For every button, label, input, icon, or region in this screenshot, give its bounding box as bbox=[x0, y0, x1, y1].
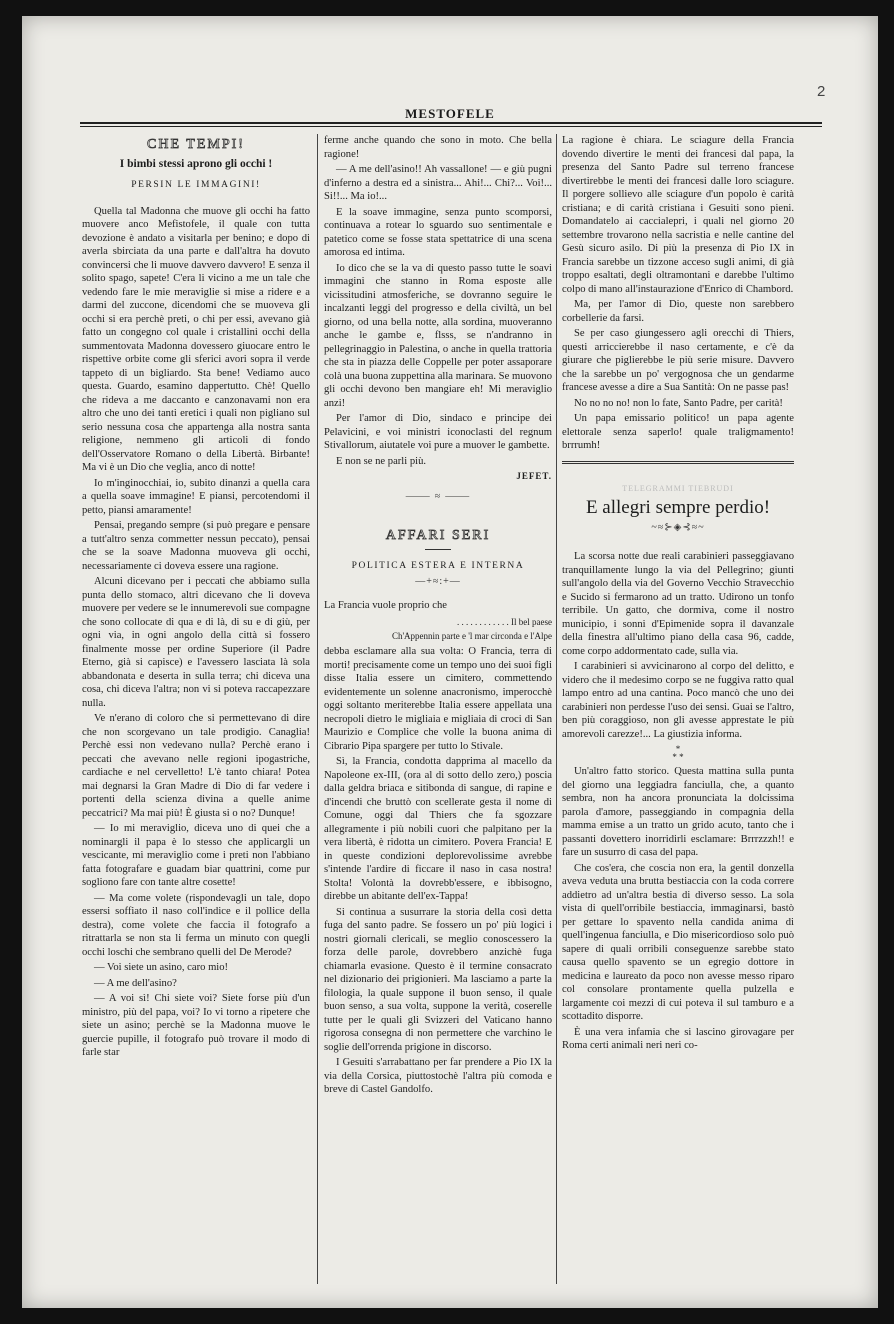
paragraph: Quella tal Madonna che muove gli occhi ha fatto muovere anco Mefistofele, il quale con tutta devozione è andato a visitarla per benino; e dopo di averla sbirciata da una parte e dall'altra ha dovuto convincersi che li muove davvero davvero! E senza il solito spago, sapete! C'era li vicino a me un tale che vedendo fare le mie meraviglie si mise a ridere e a darmi del zuccone, dicendomi che se muoveva gli occhi si era perchè preti, o chi per essi, avevano già fatto un congegno col quale i cristallini occhi della summentovata Madonna dovessero giuocare entro le rispettive orbite come gli sferici avori sopra il verde tappeto di un bigliardo. Sta bene! Vediamo auco questa. Guardo, esamino dappertutto. Chè! Quello che rideva a me daccanto e canzonavami non era altro che uno dei tanti eretici i quali non pigliano sul serio nessuna cosa che appartenga alla nostra santa religione, nemmeno gli articoli di fondo dell'Osservatore Romano o della Libertà. Birbante! Ma vi è un Dio che veglia, anco di notte! bbox=[82, 205, 310, 473]
paragraph: Si continua a susurrare la storia della così detta fuga del santo padre. Se fossero un po' più logici i nostri giornali clericali, se meglio conoscessero la forza delle parole, dovrebbero anzichè fuga chiamarla evasione. Questo è il termine consacrato nel dizionario dei prigionieri. Ma lasciamo a parte la filologia, la quale suppone il buon senso, il quale buon senso, a sua volta, suppone la verità, coserelle tutte per le quali gli Svizzeri del Vaticano hanno rigorosa consegna di non permettere che varchino le soglie dell'orrenda prigione in discorso. bbox=[324, 906, 552, 1053]
double-rule bbox=[562, 461, 794, 464]
paragraph: Per l'amor di Dio, sindaco e principe dei Pelavicini, e voi ministri iconoclasti del regnum Stivallorum, aiutatele voi pure a muover le gambette. bbox=[324, 413, 552, 451]
title-ornament: ~≈⊱◈⊰≈~ bbox=[651, 521, 705, 533]
article-kicker: PERSIN LE IMMAGINI! bbox=[131, 180, 261, 190]
column-divider bbox=[317, 134, 318, 1284]
paragraph: Un'altro fatto storico. Questa mattina sulla punta del giorno una leggiadra fanciulla, che, a quanto sembra, non ha ancora pronunciata la dolcissima parola d'amore, passeggiando in compagnia della mamma emise a un tratto un grido acuto, tanto che i passanti dovettero inorridirli esclamare: Brrrzzzh!! e fare un susurro di casa del papa. bbox=[562, 766, 794, 858]
paragraph: Sì, la Francia, condotta dapprima al macello da Napoleone ex-III, (ora al di sotto dello zero,) poscia dalla geldra briaca e sitibonda di sangue, di rapine e d'incendi che bruttò con scellerate gesta il nome di Comune, oggi dal Thiers che fa sgozzare allegramente i più nobili cuori che palpitano per la vera libertà, è ridotta un cimitero. Povera Francia! E in queste condizioni deplorevolissime avrebbe s'intende l'ardire di ficcare il naso in casa nostra! Stolta! Volontà la dovrebb'essere, e ibbisogno, direbbe un abitante dell'ex-Tappa! bbox=[324, 756, 552, 902]
header-rule-thin bbox=[80, 126, 822, 127]
paragraph: È una vera infamia che si lascino girovagare per Roma certi animali neri neri co- bbox=[562, 1026, 794, 1051]
paragraph: Io dico che se la va di questo passo tutte le soavi immagini che stanno in Roma esposte alle vicissitudini atmosferiche, se dovranno seguire le incalzanti leggi del progresso e della civiltà, un bel giorno, od una bella notte, alla sordina, muoveranno anche le gambe e, flsss, se n'andranno in pellegrinaggio in Palestina, o anche in quella trattoria che sta in piazza delle Coppelle per poter assaporare colà una buona zuppettina alla marinara. Se muovono gli occhi devono ben mangiare eh! Mi meraviglio anzi! bbox=[324, 262, 552, 409]
signature: JEFET. bbox=[516, 471, 552, 481]
page-number: 2 bbox=[817, 83, 826, 100]
paragraph: I Gesuiti s'arrabattano per far prendere a Pio IX la via della Corsica, piuttostochè l'altra più comoda e breve di Castel Gandolfo. bbox=[324, 1057, 552, 1095]
paragraph: La scorsa notte due reali carabinieri passeggiavano tranquillamente lungo la via del Pellegrino; giunti sull'angolo della via del Governo Vecchio Stravecchio e Sucido si fermarono ad un tratto. Udirono un tonfo terribile. Un gatto, che dormiva, come il nostro municipio, i sonni d'Epimenide sopra il davanzale della finestra all'ultimo piano della casa 96, cadde, come corpo addormentato cade, sulla via. bbox=[562, 551, 794, 657]
paragraph: — A me dell'asino? bbox=[94, 977, 177, 989]
running-head: MESTOFELE bbox=[405, 106, 495, 121]
section-title: AFFARI SERI bbox=[385, 528, 491, 543]
section-subtitle: POLITICA ESTERA E INTERNA bbox=[351, 560, 525, 571]
paragraph: — A voi sì! Chi siete voi? Siete forse più d'un ministro, più del papa, voi? Io vi torno a ripetere che siete un asino; perchè se la Madonna muove le guercie pupille, il fotografo può trovare il modo di farle star bbox=[82, 993, 310, 1058]
article-subtitle: I bimbi stessi aprono gli occhi ! bbox=[119, 157, 273, 170]
paragraph: No no no no! non lo fate, Santo Padre, per carità! bbox=[574, 397, 783, 409]
verse-line: Ch'Appennin parte e 'l mar circonda e l'Alpe bbox=[391, 630, 552, 641]
column-2 bbox=[324, 134, 552, 1099]
paragraph: E non se ne parli più. bbox=[336, 455, 427, 467]
paragraph: E la soave immagine, senza punto scomporsi, continuava a rotear lo sguardo suo sentimentale e patetico come se fosse stata spettatrice di una scena amorosa ed intima. bbox=[324, 206, 552, 258]
short-rule bbox=[425, 549, 451, 550]
section-ornament: —+≈:+— bbox=[415, 576, 461, 587]
paragraph: Alcuni dicevano per i peccati che abbiamo sulla punta dello stomaco, altri dicevano che li doveva muovere per vedere se le innumerevoli sue compagne che sono collocate di qua e di là, di su e di giù, per ogni via, in ogni angolo della città si fossero finalmente mosse per ordine Superiore (il Padre Eterno, già si capisce) e l'avessero lasciata là sola abbandonata e deserta in sulla terra; chi diceva una cosa, chi diceva l'altra; non vi si poteva raccapezzare nulla. bbox=[82, 576, 310, 709]
paragraph: Un papa emissario politico! un papa agente elettorale senza saperlo! quale traligmamento! brrrumh! bbox=[562, 413, 794, 451]
newspaper-page bbox=[22, 16, 878, 1308]
asterism: * * * bbox=[672, 744, 684, 762]
paragraph: debba esclamare alla sua volta: O Francia, terra di morti! precisamente come un tempo uno dei suoi figli disse Italia essere un cimitero, commettendo evidentemente un solenne anacronismo, imperocchè oggi soltanto meriterebbe Italia essere appellata una necropoli dietro le migliaia e migliaia di croci di San Maurizio e Complice che volle la buona anima di Cibrario Pipa spargere per tutto lo Stivale. bbox=[324, 646, 552, 752]
paragraph: — Io mi meraviglio, diceva uno di quei che a nominargli il papa è lo stesso che applicargli un vescicante, mi meraviglio come i preti non l'abbiano fatta fotografare e guadam biar quattrini, come pur sogliono fare con tante altre cosette! bbox=[82, 823, 310, 888]
paragraph: Ve n'erano di coloro che si permettevano di dire che non scorgevano un tale prodigio. Canaglia! Perchè essi non vedevano nulla? Perchè erano i peccati che avevano nelle regioni ipogastriche, cardiache e nel cervelletto! L'è tanto chiara! Potea mai degnarsi la Gran Madre di Dio di far vedere i portenti della scienza divina a quelle anime peccatrici? Ma mai più! È giusta si o no? Dunque! bbox=[82, 713, 310, 819]
verse-line: . . . . . . . . . . . . Il bel paese bbox=[457, 617, 552, 627]
column-3 bbox=[562, 134, 794, 1055]
ornament-divider: ⸻ ≈ ⸻ bbox=[405, 490, 471, 502]
paragraph: — Voi siete un asino, caro mio! bbox=[94, 962, 229, 973]
paragraph: La ragione è chiara. Le sciagure della Francia dovendo divertire le menti dei francesi dal papa, la presenza del Santo Padre sul terreno francese divertirebbe le menti dei francesi dalle loro sciagure. Il porgere sollievo alle sciagure d'un popolo è carità cristiana; e di carità cristiana i Gesuiti sono pieni. Domandatelo ai caccialepri, i quali nel giorno 20 settembre trovarono nella sacristia e nelle cantine del Gesù sicuro asilo. Di più la presenza di Pio IX in Francia sarebbe un tizzone acceso sugli animi, di già troppo esaltati, degli oltramontani e darebbe l'ultimo colpo di mano all'instaurazione d'Enrico di Chambord. bbox=[562, 135, 794, 295]
header-rule bbox=[80, 122, 822, 124]
paragraph: Pensai, pregando sempre (si può pregare e pensare a tutt'altro senza commetter nessun peccato), pensai che se la soave Madonna muoveva gli occhi, necessariamente ci doveva essere una ragione. bbox=[82, 520, 310, 572]
faded-heading: TELEGRAMMI TIEBRUDI bbox=[622, 483, 734, 493]
paragraph: I carabinieri si avvicinarono al corpo del delitto, e videro che il medesimo corpo se ne fuggiva ratto qual lampo entro ad una cantina. Poco mancò che uno dei carabinieri non perdesse l'uso dei sensi. Guai se l'altro, ben più coraggioso, non gli avesse apprestate le più amorevoli carezze!... La giustizia informa. bbox=[562, 661, 794, 740]
paragraph: — A me dell'asino!! Ah vassallone! — e giù pugni d'inferno a destra ed a sinistra... Ahi!... Chi?... Voi!... Si!!... Ma io!... bbox=[324, 164, 552, 202]
paragraph: Se per caso giungessero agli orecchi di Thiers, questi arriccierebbe il naso certamente, e c'è da giurare che piglierebbe le più serie misure. Davvero che la sarebbe un po' vergognosa che un gendarme francese avesse a dire a Sua Santità: On ne passe pas! bbox=[562, 328, 794, 393]
column-divider bbox=[556, 134, 557, 1284]
paragraph: Che cos'era, che coscia non era, la gentil donzella aveva veduta una brutta bestiaccia con la coda correre addietro ad un'altra bestia di diverso sesso. La sola vista di quell'orribile bestiaccia, immaginarsi, bastò per gettare lo spavento nella candida anima di quell'ingenua fanciulla, e Dio misericordioso solo può sapere di quali orribili conseguenze sarebbe stato causa quello spavento se un egregio dottore in medicina e laureato da poco non avesse messo riparo col consolare prontamente quella pulzella e largamente coi mezzi di cui poteva il sul tamburo e a scottadito disporre. bbox=[562, 862, 794, 1022]
paragraph: Io m'inginocchiai, io, subito dinanzi a quella cara a quella soave immagine! E piansi, percotendomi il petto, piansi amaramente! bbox=[82, 477, 310, 516]
article-title: E allegri sempre perdio! bbox=[585, 497, 771, 518]
article-lead: La Francia vuole proprio che bbox=[324, 599, 447, 611]
article-title: CHE TEMPI! bbox=[147, 137, 245, 152]
paragraph: ferme anche quando che sono in moto. Che bella ragione! bbox=[324, 135, 552, 160]
paragraph: Ma, per l'amor di Dio, queste non sarebbero corbellerie da farsi. bbox=[562, 299, 794, 324]
column-1 bbox=[82, 134, 310, 1062]
paragraph: — Ma come volete (rispondevagli un tale, dopo essersi soffiato il naso coll'indice e il pollice della destra), come volete che faccia il fotografo a ritrattarla se non sta li ferma un minuto con quegli occhi loschi che sembrano quelli del De Merode? bbox=[82, 892, 310, 958]
